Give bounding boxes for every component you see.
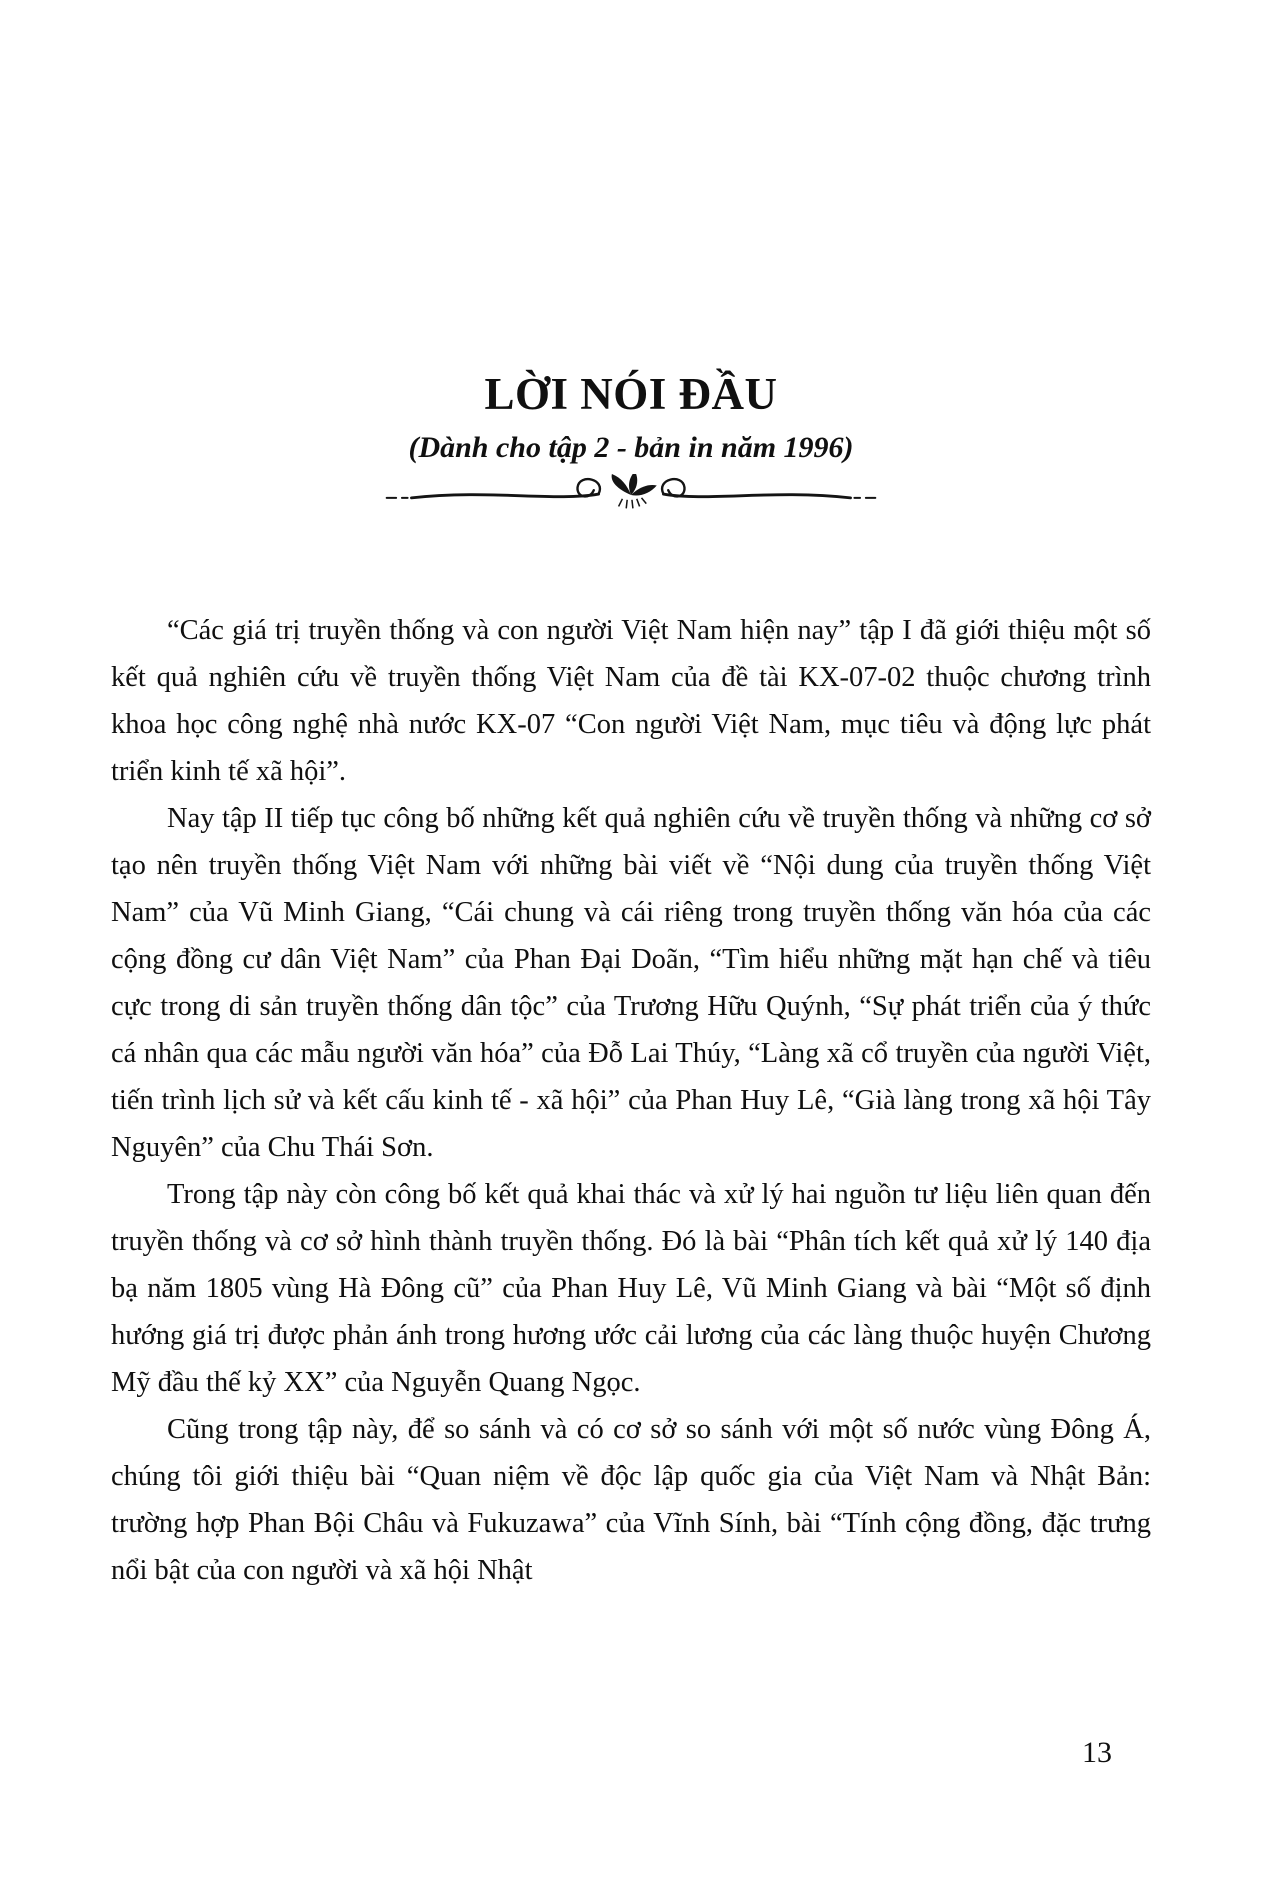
page-title: LỜI NÓI ĐẦU (484, 369, 778, 419)
page-header (111, 368, 1151, 516)
flourish-divider-icon (381, 474, 881, 516)
page-number: 13 (1082, 1736, 1112, 1769)
paragraph-4: Cũng trong tập này, để so sánh và có cơ sở so sánh với một số nước vùng Đông Á, chúng tôi giới thiệu bài “Quan niệm về độc lập quốc gia của Việt Nam và Nhật Bản: trường hợp Phan Bội Châu và Fukuzawa” của Vĩnh Sính, bài “Tính cộng đồng, đặc trưng nổi bật của con người và xã hội Nhật (111, 1414, 1151, 1586)
paragraph-2: Nay tập II tiếp tục công bố những kết quả nghiên cứu về truyền thống và những cơ sở tạo nên truyền thống Việt Nam với những bài viết về “Nội dung của truyền thống Việt Nam” của Vũ Minh Giang, “Cái chung và cái riêng trong truyền thống văn hóa của các cộng đồng cư dân Việt Nam” của Phan Đại Doãn, “Tìm hiểu những mặt hạn chế và tiêu cực trong di sản truyền thống dân tộc” của Trương Hữu Quýnh, “Sự phát triển của ý thức cá nhân qua các mẫu người văn hóa” của Đỗ Lai Thúy, “Làng xã cổ truyền của người Việt, tiến trình lịch sử và kết cấu kinh tế - xã hội” của Phan Huy Lê, “Già làng trong xã hội Tây Nguyên” của Chu Thái Sơn. (111, 803, 1151, 1163)
paragraph-3: Trong tập này còn công bố kết quả khai thác và xử lý hai nguồn tư liệu liên quan đến truyền thống và cơ sở hình thành truyền thống. Đó là bài “Phân tích kết quả xử lý 140 địa bạ năm 1805 vùng Hà Đông cũ” của Phan Huy Lê, Vũ Minh Giang và bài “Một số định hướng giá trị được phản ánh trong hương ước cải lương của các làng thuộc huyện Chương Mỹ đầu thế kỷ XX” của Nguyễn Quang Ngọc. (111, 1179, 1151, 1398)
body-text (111, 607, 1151, 1594)
paragraph-1: “Các giá trị truyền thống và con người Việt Nam hiện nay” tập I đã giới thiệu một số kết quả nghiên cứu về truyền thống Việt Nam của đề tài KX-07-02 thuộc chương trình khoa học công nghệ nhà nước KX-07 “Con người Việt Nam, mục tiêu và động lực phát triển kinh tế xã hội”. (111, 615, 1151, 787)
page-subtitle: (Dành cho tập 2 - bản in năm 1996) (408, 431, 854, 464)
